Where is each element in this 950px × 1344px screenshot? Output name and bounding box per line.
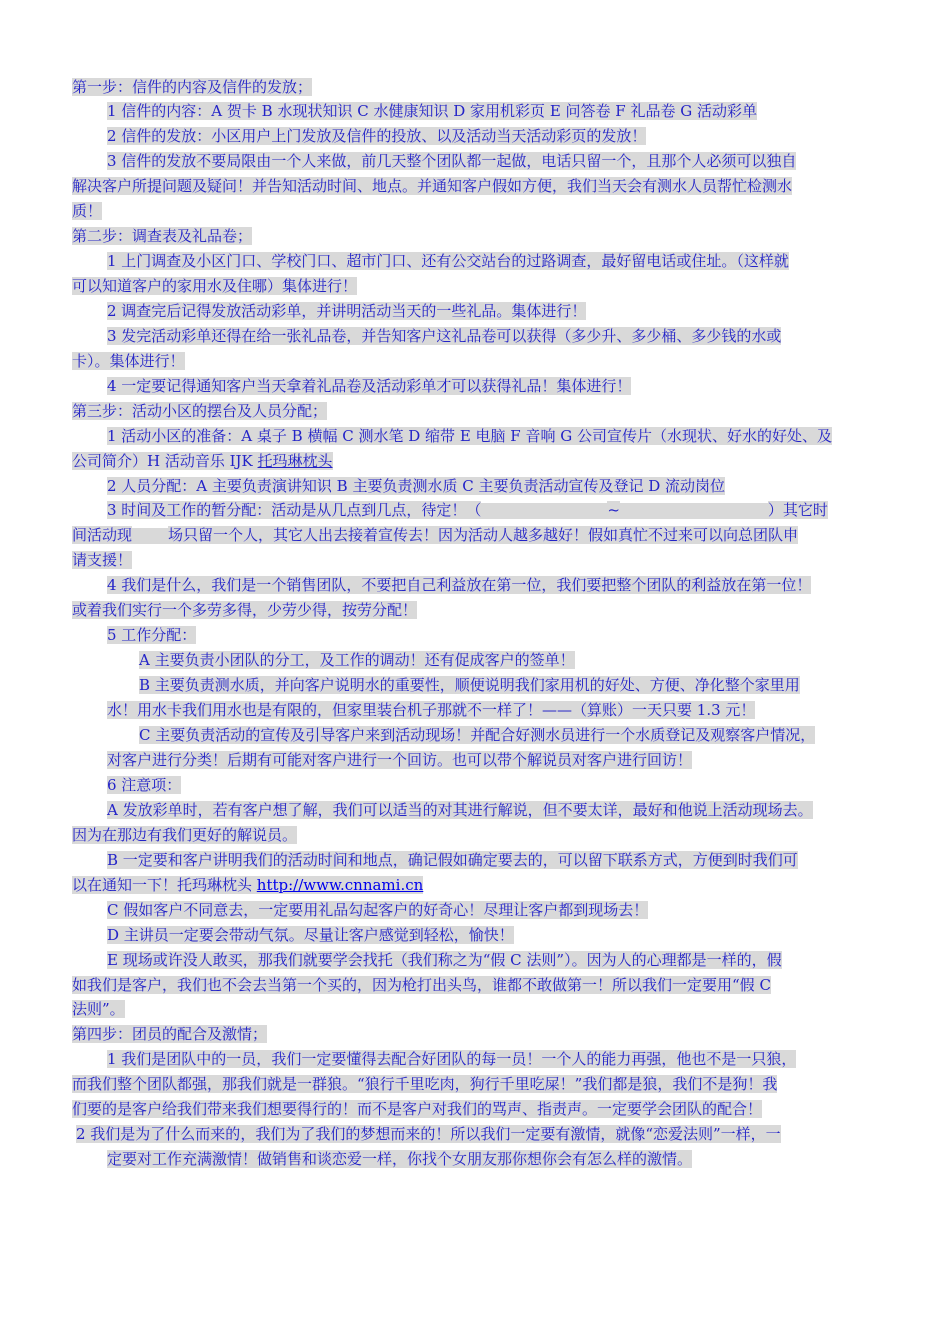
website-link[interactable]: http://www.cnnami.cn: [256, 876, 424, 894]
paragraph-line: 3 时间及工作的暂分配：活动是从几点到几点，待定！（ ~ ）其它时: [107, 501, 828, 519]
paragraph-line: 对客户进行分类！后期有可能对客户进行一个回访。也可以带个解说员对客户进行回访！: [107, 751, 693, 769]
heading-step-1: 第一步：信件的内容及信件的发放；: [72, 78, 313, 96]
paragraph-line: B 一定要和客户讲明我们的活动时间和地点，确记假如确定要去的，可以留下联系方式，方便到时我们可: [107, 851, 798, 869]
paragraph-line: 或着我们实行一个多劳多得，少劳少得，按劳分配！: [72, 601, 418, 619]
paragraph-line: 公司简介）H 活动音乐 IJK 托玛琳枕头: [72, 452, 333, 470]
paragraph-line: 6 注意项：: [107, 776, 182, 794]
paragraph-line: D 主讲员一定要会带动气氛。尽量让客户感觉到轻松，愉快！: [107, 926, 514, 944]
gap-blank: [132, 528, 168, 544]
paragraph-line: 因为在那边有我们更好的解说员。: [72, 826, 298, 844]
paragraph-line: 而我们整个团队都强，那我们就是一群狼。“狼行千里吃肉，狗行千里吃屎！”我们都是狼，我们不是狗！我: [72, 1075, 778, 1093]
paragraph-line: B 主要负责测水质，并向客户说明水的重要性，顺便说明我们家用机的好处、方便、净化整个家里用: [139, 676, 800, 694]
paragraph-line: 4 一定要记得通知客户当天拿着礼品卷及活动彩单才可以获得礼品！集体进行！: [107, 377, 632, 395]
paragraph-line: 1 信件的内容：A 贺卡 B 水现状知识 C 水健康知识 D 家用机彩页 E 问答卷 F 礼品卷 G 活动彩单: [107, 102, 757, 120]
paragraph-line: 可以知道客户的家用水及住哪）集体进行！: [72, 277, 358, 295]
paragraph-line: C 主要负责活动的宣传及引导客户来到活动现场！并配合好测水员进行一个水质登记及观察客户情况，: [139, 726, 816, 744]
paragraph-line: 定要对工作充满激情！做销售和谈恋爱一样，你找个女朋友那你想你会有怎么样的激情。: [107, 1150, 693, 1168]
paragraph-line: 如我们是客户，我们也不会去当第一个买的，因为枪打出头鸟，谁都不敢做第一！所以我们一定要用“假 C: [72, 976, 771, 994]
paragraph-line: 卡）。集体进行！: [72, 352, 185, 370]
paragraph-line: 1 我们是团队中的一员，我们一定要懂得去配合好团队的每一员！一个人的能力再强，他也不是一只狼，: [107, 1050, 797, 1068]
tourmaline-pillow-link[interactable]: 托玛琳枕头: [257, 452, 333, 470]
paragraph-line: 3 发完活动彩单还得在给一张礼品卷，并告知客户这礼品卷可以获得（多少升、多少桶、多少钱的水或: [107, 327, 782, 345]
paragraph-line: E 现场或许没人敢买，那我们就要学会找托（我们称之为“假 C 法则”）。因为人的心理都是一样的，假: [107, 951, 782, 969]
heading-step-2: 第二步：调查表及礼品卷；: [72, 227, 253, 245]
heading-step-3: 第三步：活动小区的摆台及人员分配；: [72, 402, 328, 420]
paragraph-line: 2 信件的发放：小区用户上门发放及信件的投放、以及活动当天活动彩页的发放！: [107, 127, 647, 145]
paragraph-line: 2 人员分配：A 主要负责演讲知识 B 主要负责测水质 C 主要负责活动宣传及登记 D 流动岗位: [107, 477, 726, 495]
time-blank-end: [620, 503, 768, 519]
paragraph-line: 5 工作分配：: [107, 626, 197, 644]
paragraph-line: A 主要负责小团队的分工，及工作的调动！还有促成客户的签单！: [139, 651, 575, 669]
paragraph-line: A 发放彩单时，若有客户想了解，我们可以适当的对其进行解说，但不要太详，最好和他说上活动现场去。: [107, 801, 813, 819]
paragraph-line: 1 上门调查及小区门口、学校门口、超市门口、还有公交站台的过路调查，最好留电话或住址。（这样就: [107, 252, 789, 270]
paragraph-line: 2 我们是为了什么而来的，我们为了我们的梦想而来的！所以我们一定要有激情，就像“恋爱法则”一样，一: [76, 1125, 781, 1143]
paragraph-line: C 假如客户不同意去，一定要用礼品勾起客户的好奇心！尽理让客户都到现场去！: [107, 901, 649, 919]
paragraph-line: 法则”。: [72, 1000, 125, 1018]
paragraph-line: 水！用水卡我们用水也是有限的，但家里装台机子那就不一样了！——（算账）一天只要 1.3 元！: [107, 701, 756, 719]
paragraph-line: 们要的是客户给我们带来我们想要得行的！而不是客户对我们的骂声、指责声。一定要学会团队的配合！: [72, 1100, 763, 1118]
paragraph-line: 解决客户所提问题及疑问！并告知活动时间、地点。并通知客户假如方便，我们当天会有测水人员帮忙检测水: [72, 177, 793, 195]
paragraph-line: 2 调查完后记得发放活动彩单，并讲明活动当天的一些礼品。集体进行！: [107, 302, 587, 320]
paragraph-line: 间活动现 场只留一个人，其它人出去接着宣传去！因为活动人越多越好！假如真忙不过来可以向总团队申: [72, 526, 799, 544]
paragraph-line: 质！: [72, 202, 103, 220]
heading-step-4: 第四步：团员的配合及激情；: [72, 1025, 268, 1043]
paragraph-line: 请支援！: [72, 551, 133, 569]
paragraph-line: 1 活动小区的准备：A 桌子 B 横幅 C 测水笔 D 缩带 E 电脑 F 音响 G 公司宣传片（水现状、好水的好处、及: [107, 427, 832, 445]
paragraph-line: 3 信件的发放不要局限由一个人来做，前几天整个团队都一起做，电话只留一个，且那个人必须可以独自: [107, 152, 797, 170]
time-blank-start: [481, 503, 607, 519]
paragraph-line: 4 我们是什么，我们是一个销售团队，不要把自己利益放在第一位，我们要把整个团队的利益放在第一位！: [107, 576, 812, 594]
paragraph-line: 以在通知一下！托玛琳枕头 http://www.cnnami.cn: [72, 876, 424, 894]
